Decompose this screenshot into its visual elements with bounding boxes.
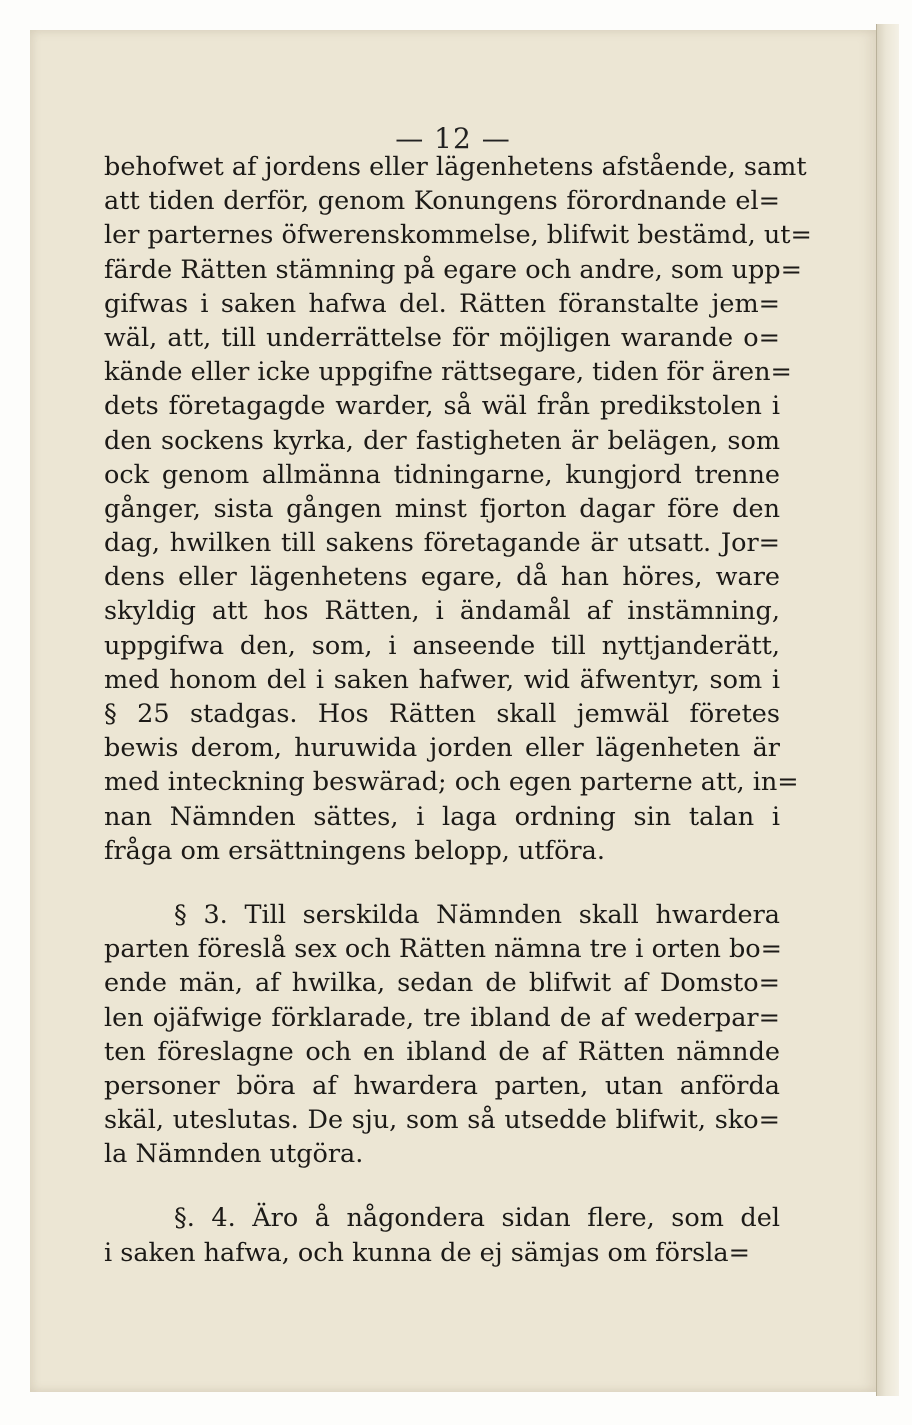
page-number: — 12 —: [395, 122, 511, 155]
text-line: dens eller lägenhetens egare, då han höres, ware: [104, 562, 780, 593]
text-line: § 25 stadgas. Hos Rätten skall jemwäl företes: [104, 699, 780, 729]
text-line: ten föreslagne och en ibland de af Rätten nämnde: [104, 1036, 780, 1067]
text-line: § 3. Till serskilda Nämnden skall hwardera: [174, 899, 780, 930]
paragraph-3: [104, 1201, 780, 1269]
text-line: len ojäfwige förklarade, tre ibland de af wederpar=: [104, 1002, 780, 1033]
text-line: fråga om ersättningens belopp, utföra.: [104, 835, 605, 866]
text-line: skyldig att hos Rätten, i ändamål af instämning,: [104, 596, 780, 627]
text-line: med inteckning beswärad; och egen parterne att, in=: [104, 767, 799, 798]
text-line: wäl, att, till underrättelse för möjligen warande o=: [104, 322, 780, 353]
text-line: kände eller icke uppgifne rättsegare, tiden för ären=: [104, 357, 792, 388]
text-line: la Nämnden utgöra.: [104, 1139, 364, 1170]
page-edge: [876, 24, 899, 1396]
text-line: §. 4. Äro å någondera sidan flere, som del: [174, 1203, 780, 1234]
text-line: nan Nämnden sättes, i laga ordning sin talan i: [104, 801, 780, 832]
text-line: gånger, sista gången minst fjorton dagar före den: [104, 493, 780, 524]
text-line: den sockens kyrka, der fastigheten är belägen, som: [104, 425, 780, 456]
body-text: [104, 150, 812, 1270]
text-line: dag, hwilken till sakens företagande är utsatt. Jor=: [104, 528, 780, 559]
text-line: färde Rätten stämning på egare och andre, som upp=: [104, 254, 803, 285]
text-line: bewis derom, huruwida jorden eller lägenheten är: [104, 733, 780, 764]
text-line: ler parternes öfwerenskommelse, blifwit bestämd, ut=: [104, 220, 812, 251]
paragraph-2: [104, 898, 783, 1172]
paragraph-1: [104, 150, 812, 868]
text-line: behofwet af jordens eller lägenhetens afstående, samt: [104, 152, 807, 182]
text-line: personer böra af hwardera parten, utan anförda: [104, 1070, 780, 1101]
text-line: gifwas i saken hafwa del. Rätten föranstalte jem=: [104, 288, 780, 319]
text-line: dets företagagde warder, så wäl från predikstolen i: [104, 391, 780, 422]
text-line: i saken hafwa, och kunna de ej sämjas om försla=: [104, 1237, 750, 1268]
text-line: ock genom allmänna tidningarne, kungjord trenne: [104, 459, 780, 490]
text-line: med honom del i saken hafwer, wid äfwentyr, som i: [104, 664, 780, 695]
text-line: ende män, af hwilka, sedan de blifwit af Domsto=: [104, 968, 780, 999]
text-line: att tiden derför, genom Konungens förordnande el=: [104, 186, 780, 217]
text-line: parten föreslå sex och Rätten nämna tre i orten bo=: [104, 934, 783, 965]
text-line: skäl, uteslutas. De sju, som så utsedde blifwit, sko=: [104, 1105, 780, 1136]
text-line: uppgifwa den, som, i anseende till nyttjanderätt,: [104, 630, 780, 661]
